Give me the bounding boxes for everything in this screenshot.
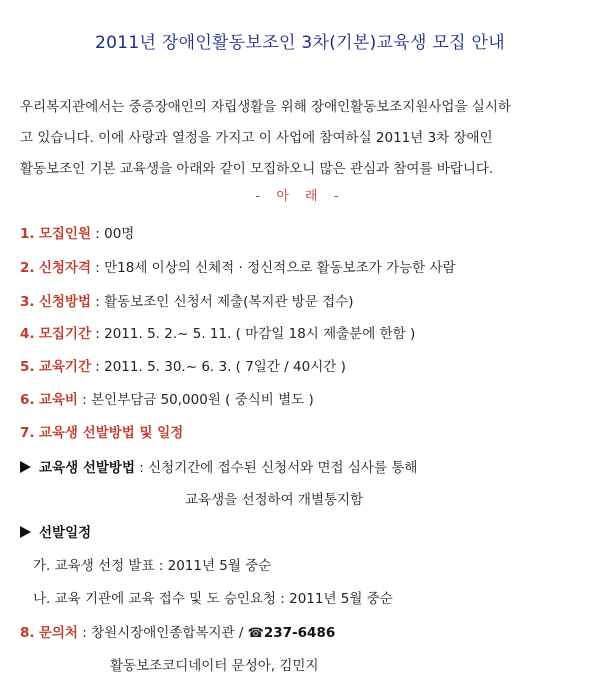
intro-line-2: 고 있습니다. 이에 사랑과 열정을 가지고 이 사업에 참여하실 2011년 3차 장애인 bbox=[20, 130, 493, 146]
item-contact: 8. 문의처 : 창원시장애인종합복지관 / ☎237-6486 bbox=[20, 625, 336, 641]
contact-staff: 활동보조코디네이터 문성아, 김민지 bbox=[110, 658, 319, 674]
item-recruit-count: 1. 모집인원 : 00명 bbox=[20, 226, 135, 242]
item-training-period: 5. 교육기간 : 2011. 5. 30.~ 6. 3. ( 7일간 / 40시간 ) bbox=[20, 359, 346, 375]
schedule-item-na: 나. 교육 기관에 교육 접수 및 도 승인요청 : 2011년 5월 중순 bbox=[33, 591, 393, 607]
phone-icon: ☎ bbox=[247, 626, 264, 641]
section-heading-ah-rae: - 아 래 - bbox=[255, 189, 345, 204]
selection-method-row: 교육생 선발방법 : 신청기간에 접수된 신청서와 면접 심사를 통해 bbox=[20, 456, 417, 476]
triangle-bullet-icon bbox=[20, 461, 31, 473]
page-title: 2011년 장애인활동보조인 3차(기본)교육생 모집 안내 bbox=[95, 33, 505, 53]
triangle-bullet-icon bbox=[20, 526, 31, 538]
item-eligibility: 2. 신청자격 : 만18세 이상의 신체적 · 정신적으로 활동보조가 가능한 사람 bbox=[20, 260, 456, 276]
schedule-heading: 선발일정 bbox=[20, 521, 91, 541]
intro-line-3: 활동보조인 기본 교육생을 아래와 같이 모집하오니 많은 관심과 참여를 바랍니다. bbox=[20, 161, 494, 177]
item-training-fee: 6. 교육비 : 본인부담금 50,000원 ( 중식비 별도 ) bbox=[20, 392, 314, 408]
intro-paragraph bbox=[20, 92, 585, 185]
item-selection-heading: 7. 교육생 선발방법 및 일정 bbox=[20, 425, 184, 441]
item-application-method: 3. 신청방법 : 활동보조인 신청서 제출(복지관 방문 접수) bbox=[20, 294, 354, 310]
intro-line-1: 우리복지관에서는 중증장애인의 자립생활을 위해 장애인활동보조지원사업을 실시하 bbox=[20, 99, 511, 115]
schedule-item-ga: 가. 교육생 선정 발표 : 2011년 5월 중순 bbox=[33, 558, 272, 574]
item-recruit-period: 4. 모집기간 : 2011. 5. 2.~ 5. 11. ( 마감일 18시 제출분에 한함 ) bbox=[20, 326, 416, 342]
selection-method-continuation: 교육생을 선정하여 개별통지함 bbox=[185, 492, 364, 508]
phone-number: 237-6486 bbox=[263, 625, 336, 641]
